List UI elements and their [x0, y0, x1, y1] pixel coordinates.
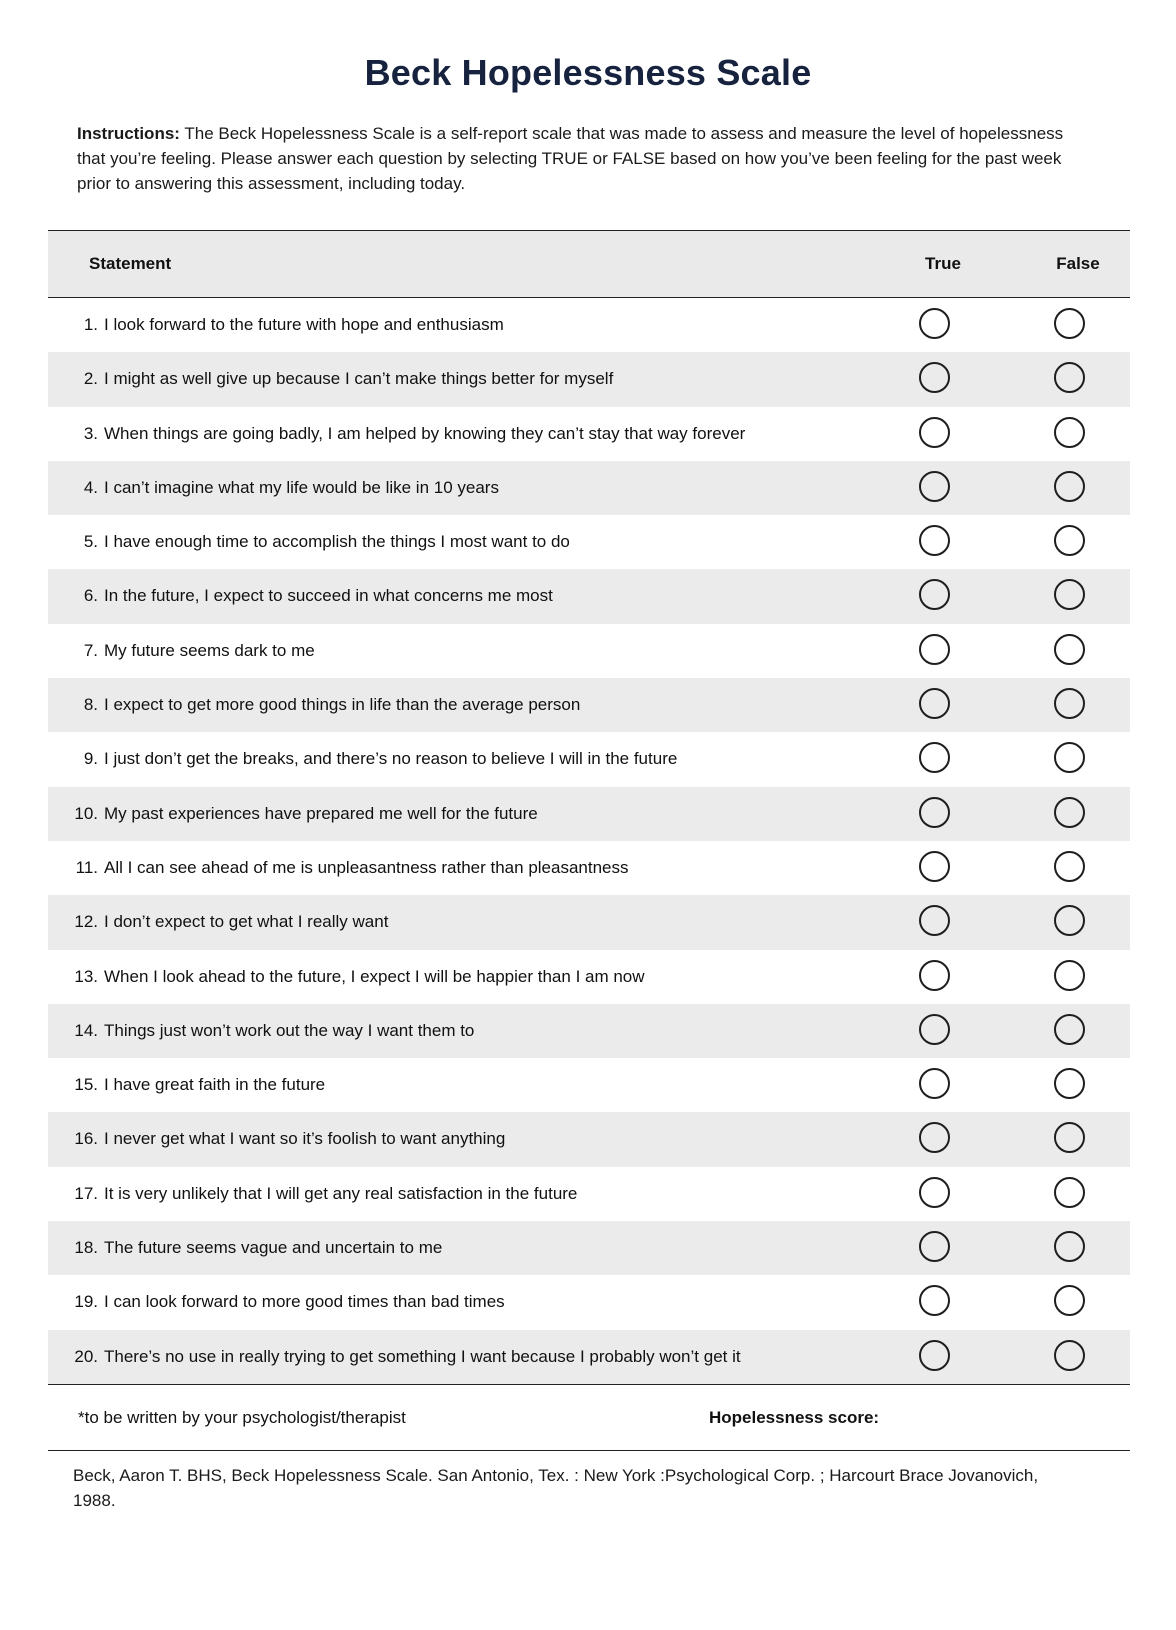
- statement-number: 7.: [83, 640, 98, 660]
- statement-number: 1.: [83, 315, 98, 334]
- header-false: False: [1056, 254, 1100, 273]
- statement-number: 2.: [83, 369, 98, 389]
- statement-text: I have enough time to accomplish the things I most want to do: [104, 532, 570, 552]
- statement-text: I never get what I want so it’s foolish to want anything: [104, 1129, 506, 1149]
- true-radio-button[interactable]: [919, 960, 950, 991]
- statement-table: [48, 230, 1130, 1385]
- true-radio-button[interactable]: [919, 525, 950, 556]
- statement-text: I can look forward to more good times than bad times: [104, 1292, 505, 1312]
- statement-number: 18.: [74, 1238, 98, 1258]
- table-row: [48, 787, 1130, 841]
- table-row: [48, 515, 1130, 569]
- false-radio-button[interactable]: [1054, 1340, 1085, 1371]
- table-row: [48, 1167, 1130, 1221]
- false-radio-button[interactable]: [1054, 308, 1085, 339]
- false-radio-button[interactable]: [1054, 1285, 1085, 1316]
- table-row: [48, 1330, 1130, 1384]
- table-row: [48, 678, 1130, 732]
- header-true: True: [925, 254, 961, 273]
- false-radio-button[interactable]: [1054, 905, 1085, 936]
- instructions-text: The Beck Hopelessness Scale is a self-report scale that was made to assess and measure the level of hopelessness that you’re feeling. Please answer each question by selecting TRUE or FALSE based on how you’ve been feeling for the past week prior to answering this assessment, including today.: [77, 124, 1064, 193]
- statement-number: 4.: [83, 477, 98, 497]
- true-radio-button[interactable]: [919, 797, 950, 828]
- true-radio-button[interactable]: [919, 905, 950, 936]
- true-radio-button[interactable]: [919, 1231, 950, 1262]
- false-radio-button[interactable]: [1054, 688, 1085, 719]
- false-radio-button[interactable]: [1054, 1068, 1085, 1099]
- true-radio-button[interactable]: [919, 471, 950, 502]
- statement-number: 14.: [74, 1020, 98, 1040]
- statement-text: I can’t imagine what my life would be like in 10 years: [104, 477, 499, 497]
- true-radio-button[interactable]: [919, 1285, 950, 1316]
- statement-number: 20.: [74, 1346, 98, 1366]
- statement-number: 15.: [74, 1075, 98, 1095]
- statement-text: I just don’t get the breaks, and there’s no reason to believe I will in the future: [104, 749, 678, 769]
- table-row: [48, 352, 1130, 406]
- table-row: [48, 732, 1130, 786]
- true-radio-button[interactable]: [919, 1068, 950, 1099]
- false-radio-button[interactable]: [1054, 362, 1085, 393]
- table-row: [48, 950, 1130, 1004]
- table-row: [48, 1004, 1130, 1058]
- statement-number: 13.: [74, 966, 98, 986]
- true-radio-button[interactable]: [919, 851, 950, 882]
- table-row: [48, 1058, 1130, 1112]
- instructions-paragraph: [77, 121, 1087, 196]
- statement-number: 17.: [74, 1183, 98, 1203]
- header-statement: Statement: [89, 254, 172, 273]
- statement-text: The future seems vague and uncertain to me: [104, 1238, 443, 1258]
- true-radio-button[interactable]: [919, 742, 950, 773]
- table-row: [48, 407, 1130, 461]
- statement-number: 8.: [83, 695, 98, 715]
- statement-text: When I look ahead to the future, I expect I will be happier than I am now: [104, 966, 645, 986]
- statement-text: There’s no use in really trying to get something I want because I probably won’t get it: [104, 1346, 741, 1366]
- table-row: [48, 895, 1130, 949]
- statement-text: Things just won’t work out the way I want them to: [104, 1020, 475, 1040]
- instructions-lead: Instructions:: [77, 124, 180, 143]
- table-row: [48, 298, 1130, 352]
- true-radio-button[interactable]: [919, 579, 950, 610]
- statement-text: I have great faith in the future: [104, 1075, 326, 1095]
- statement-text: My past experiences have prepared me well for the future: [104, 803, 538, 823]
- true-radio-button[interactable]: [919, 1014, 950, 1045]
- reference-citation: Beck, Aaron T. BHS, Beck Hopelessness Scale. San Antonio, Tex. : New York :Psychological Corp. ; Harcourt Brace Jovanovich, 1988.: [73, 1466, 1039, 1510]
- statement-number: 16.: [74, 1129, 98, 1149]
- false-radio-button[interactable]: [1054, 742, 1085, 773]
- false-radio-button[interactable]: [1054, 525, 1085, 556]
- score-footer: [48, 1390, 1130, 1451]
- false-radio-button[interactable]: [1054, 1014, 1085, 1045]
- statement-text: I don’t expect to get what I really want: [104, 912, 389, 932]
- table-row: [48, 461, 1130, 515]
- false-radio-button[interactable]: [1054, 1177, 1085, 1208]
- true-radio-button[interactable]: [919, 362, 950, 393]
- hopelessness-score-label: Hopelessness score:: [709, 1408, 880, 1427]
- statement-number: 12.: [74, 912, 98, 932]
- statement-number: 10.: [74, 803, 98, 823]
- statement-text: My future seems dark to me: [104, 640, 315, 660]
- table-row: [48, 1275, 1130, 1329]
- true-radio-button[interactable]: [919, 1177, 950, 1208]
- false-radio-button[interactable]: [1054, 471, 1085, 502]
- table-row: [48, 841, 1130, 895]
- true-radio-button[interactable]: [919, 1122, 950, 1153]
- statement-number: 9.: [83, 749, 98, 769]
- table-bottom-rule: [48, 1384, 1130, 1385]
- false-radio-button[interactable]: [1054, 797, 1085, 828]
- table-row: [48, 1112, 1130, 1166]
- therapist-note: *to be written by your psychologist/therapist: [78, 1408, 406, 1427]
- statement-number: 19.: [74, 1292, 98, 1312]
- statement-text: When things are going badly, I am helped by knowing they can’t stay that way forever: [104, 423, 746, 443]
- true-radio-button[interactable]: [919, 634, 950, 665]
- true-radio-button[interactable]: [919, 688, 950, 719]
- statement-text: I expect to get more good things in life than the average person: [104, 695, 581, 715]
- table-row: [48, 1221, 1130, 1275]
- statement-number: 3.: [83, 423, 98, 443]
- table-header: [48, 231, 1130, 298]
- true-radio-button[interactable]: [919, 308, 950, 339]
- statement-text: I look forward to the future with hope and enthusiasm: [104, 315, 504, 334]
- statement-number: 5.: [83, 532, 98, 552]
- false-radio-button[interactable]: [1054, 1231, 1085, 1262]
- statement-text: In the future, I expect to succeed in what concerns me most: [104, 586, 553, 606]
- page-title: Beck Hopelessness Scale: [364, 52, 812, 93]
- statement-number: 6.: [83, 586, 98, 606]
- true-radio-button[interactable]: [919, 417, 950, 448]
- false-radio-button[interactable]: [1054, 960, 1085, 991]
- false-radio-button[interactable]: [1054, 417, 1085, 448]
- table-row: [48, 624, 1130, 678]
- false-radio-button[interactable]: [1054, 1122, 1085, 1153]
- false-radio-button[interactable]: [1054, 579, 1085, 610]
- true-radio-button[interactable]: [919, 1340, 950, 1371]
- false-radio-button[interactable]: [1054, 851, 1085, 882]
- statement-number: 11.: [75, 857, 98, 877]
- table-row: [48, 569, 1130, 623]
- statement-text: All I can see ahead of me is unpleasantness rather than pleasantness: [104, 857, 629, 877]
- statement-text: I might as well give up because I can’t make things better for myself: [104, 369, 614, 389]
- false-radio-button[interactable]: [1054, 634, 1085, 665]
- statement-text: It is very unlikely that I will get any real satisfaction in the future: [104, 1183, 578, 1203]
- table-body: [48, 298, 1130, 1384]
